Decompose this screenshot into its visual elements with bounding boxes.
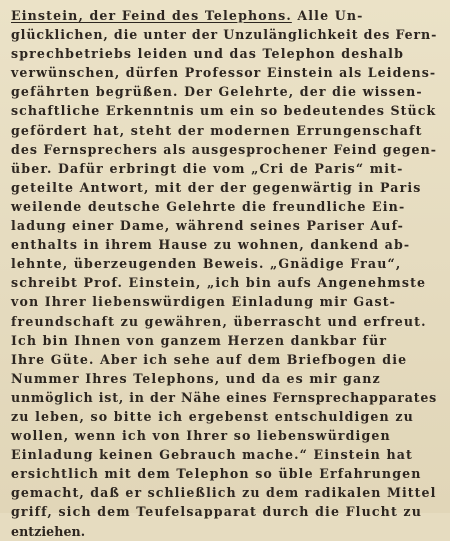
text-line-1-rest: Alle Un- xyxy=(291,8,364,23)
text-line-17: freundschaft zu gewähren, überrascht und erfreut. xyxy=(11,313,427,329)
text-line-16: von Ihrer liebenswürdigen Einladung mir Gast- xyxy=(11,294,397,310)
text-line-22: zu leben, so bitte ich ergebenst entschuldigen zu xyxy=(11,408,414,424)
text-line-13: enthalts in ihrem Hause zu wohnen, dankend ab- xyxy=(11,237,411,253)
article-headline: Einstein, der Feind des Telephons. xyxy=(11,8,292,23)
text-line-8: des Fernsprechers als ausgesprochener Feind gegen- xyxy=(11,141,438,157)
text-line-7: gefördert hat, steht der modernen Errungenschaft xyxy=(11,122,423,138)
text-line-5: gefährten begrüßen. Der Gelehrte, der die wissen- xyxy=(11,84,423,100)
text-line-20: Nummer Ihres Telephons, und da es mir ganz xyxy=(11,370,381,386)
text-line-28: entziehen. xyxy=(11,523,86,539)
text-line-9: über. Dafür erbringt die vom „Cri de Paris“ mit- xyxy=(11,160,404,176)
text-line-14: lehnte, überzeugenden Beweis. „Gnädige Frau“, xyxy=(11,256,402,272)
text-line-21: unmöglich ist, in der Nähe eines Fernsprechapparates xyxy=(11,389,438,405)
text-line-2: glücklichen, die unter der Unzulänglichkeit des Fern- xyxy=(11,27,438,43)
text-line-24: Einladung keinen Gebrauch mache.“ Einstein hat xyxy=(11,447,413,463)
text-line-11: weilende deutsche Gelehrte die freundliche Ein- xyxy=(11,198,406,214)
text-line-4: verwünschen, dürfen Professor Einstein als Leidens- xyxy=(11,65,437,81)
text-line-3: sprechbetriebs leiden und das Telephon deshalb xyxy=(11,46,405,62)
text-line-18: Ich bin Ihnen von ganzem Herzen dankbar für xyxy=(11,332,388,348)
text-line-10: geteilte Antwort, mit der der gegenwärtig in Paris xyxy=(11,179,422,195)
text-line-27: griff, sich dem Teufelsapparat durch die Flucht zu xyxy=(11,504,422,520)
text-line-15: schreibt Prof. Einstein, „ich bin aufs Angenehmste xyxy=(11,275,427,291)
text-line-25: ersichtlich mit dem Telephon so üble Erfahrungen xyxy=(11,466,422,482)
text-line-6: schaftliche Erkenntnis um ein so bedeutendes Stück xyxy=(11,103,437,119)
text-line-26: gemacht, daß er schließlich zu dem radikalen Mittel xyxy=(11,485,437,501)
text-line-1 xyxy=(11,6,441,25)
text-line-19: Ihre Güte. Aber ich sehe auf dem Briefbogen die xyxy=(11,351,408,367)
text-line-12: ladung einer Dame, während seines Pariser Auf- xyxy=(11,218,405,234)
text-line-23: wollen, wenn ich von Ihrer so liebenswürdigen xyxy=(11,428,391,444)
